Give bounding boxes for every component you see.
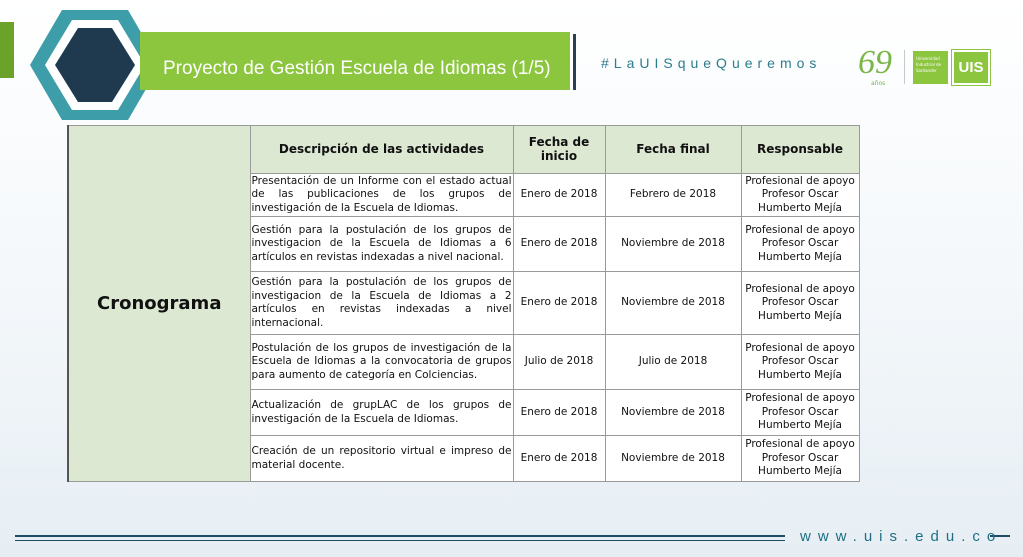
start-date: Enero de 2018 xyxy=(513,436,605,482)
end-date: Noviembre de 2018 xyxy=(605,217,741,272)
title-divider xyxy=(573,34,576,90)
end-date: Julio de 2018 xyxy=(605,335,741,390)
responsible: Profesional de apoyo Profesor Oscar Humberto Mejía xyxy=(741,272,859,335)
activity-description: Presentación de un Informe con el estado actual de las publicaciones de los grupos de investigación de la Escuela de Idiomas. xyxy=(250,174,513,217)
page-title: Proyecto de Gestión Escuela de Idiomas (1/5) xyxy=(163,58,551,79)
end-date: Febrero de 2018 xyxy=(605,174,741,217)
header-description: Descripción de las actividades xyxy=(250,126,513,174)
footer-rule-thin xyxy=(15,540,785,541)
end-date: Noviembre de 2018 xyxy=(605,272,741,335)
anniversary-logo-years: años xyxy=(871,80,886,87)
schedule-side-label: Cronograma xyxy=(68,126,250,482)
responsible: Profesional de apoyo Profesor Oscar Humberto Mejía xyxy=(741,436,859,482)
start-date: Enero de 2018 xyxy=(513,174,605,217)
end-date: Noviembre de 2018 xyxy=(605,436,741,482)
responsible: Profesional de apoyo Profesor Oscar Humberto Mejía xyxy=(741,217,859,272)
footer-website-link[interactable]: www.uis.edu.co xyxy=(800,528,1003,545)
uis-logo: UIS xyxy=(952,50,990,85)
activity-description: Gestión para la postulación de los grupos de investigacion de la Escuela de Idiomas a 6 artículos en revistas indexadas a nivel nacional. xyxy=(250,217,513,272)
footer-rule xyxy=(15,535,785,537)
responsible: Profesional de apoyo Profesor Oscar Humberto Mejía xyxy=(741,390,859,436)
hashtag-text: #LaUISqueQueremos xyxy=(601,55,822,71)
activity-description: Postulación de los grupos de investigación de la Escuela de Idiomas a la convocatoria de grupos para aumento de categoría en Colciencias. xyxy=(250,335,513,390)
university-name-logo: Universidad Industrial de Santander xyxy=(913,51,948,84)
start-date: Enero de 2018 xyxy=(513,217,605,272)
activity-description: Actualización de grupLAC de los grupos de investigación de la Escuela de Idiomas. xyxy=(250,390,513,436)
responsible: Profesional de apoyo Profesor Oscar Humberto Mejía xyxy=(741,174,859,217)
header-start-date: Fecha de inicio xyxy=(513,126,605,174)
activity-description: Gestión para la postulación de los grupos de investigacion de la Escuela de Idiomas a 2 artículos en revistas indexadas a nivel internacional. xyxy=(250,272,513,335)
end-date: Noviembre de 2018 xyxy=(605,390,741,436)
start-date: Julio de 2018 xyxy=(513,335,605,390)
start-date: Enero de 2018 xyxy=(513,390,605,436)
header-end-date: Fecha final xyxy=(605,126,741,174)
start-date: Enero de 2018 xyxy=(513,272,605,335)
activity-description: Creación de un repositorio virtual e impreso de material docente. xyxy=(250,436,513,482)
anniversary-logo-number: 69 xyxy=(858,44,892,81)
responsible: Profesional de apoyo Profesor Oscar Humberto Mejía xyxy=(741,335,859,390)
logo-separator xyxy=(904,50,905,84)
header-responsible: Responsable xyxy=(741,126,859,174)
table-header-row xyxy=(68,126,859,174)
schedule-table xyxy=(67,125,860,482)
